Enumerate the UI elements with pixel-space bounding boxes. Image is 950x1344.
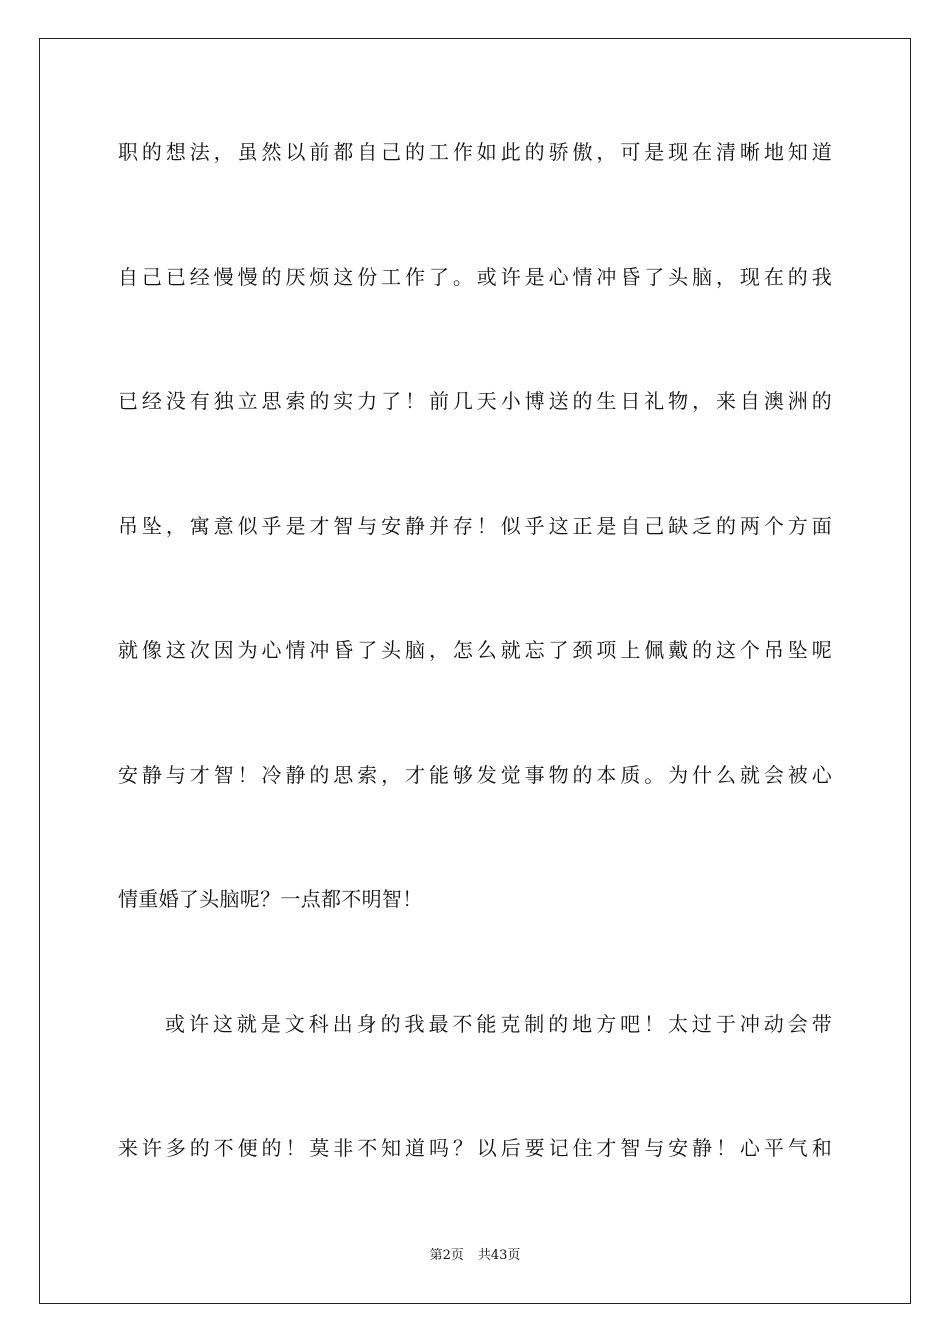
- text-line-1: 职的想法，虽然以前都自己的工作如此的骄傲，可是现在清晰地知道: [118, 140, 832, 164]
- text-line-9: 来许多的不便的！莫非不知道吗？以后要记住才智与安静！心平气和: [118, 1136, 832, 1160]
- page-total: 共43页: [477, 1248, 521, 1263]
- text-line-3: 已经没有独立思索的实力了！前几天小博送的生日礼物，来自澳洲的: [118, 389, 832, 413]
- text-line-6: 安静与才智！冷静的思索，才能够发觉事物的本质。为什么就会被心: [118, 763, 832, 787]
- text-line-2: 自己已经慢慢的厌烦这份工作了。或许是心情冲昏了头脑，现在的我: [118, 265, 832, 289]
- text-line-8: 或许这就是文科出身的我最不能克制的地方吧！太过于冲动会带: [165, 1012, 832, 1036]
- page-footer: [0, 1247, 950, 1265]
- page-number: 第2页: [429, 1248, 464, 1263]
- page-border: [39, 38, 911, 1304]
- text-line-5: 就像这次因为心情冲昏了头脑，怎么就忘了颈项上佩戴的这个吊坠呢: [118, 638, 832, 662]
- text-line-7: 情重婚了头脑呢？一点都不明智！: [118, 887, 423, 911]
- text-line-4: 吊坠，寓意似乎是才智与安静并存！似乎这正是自己缺乏的两个方面: [118, 514, 832, 538]
